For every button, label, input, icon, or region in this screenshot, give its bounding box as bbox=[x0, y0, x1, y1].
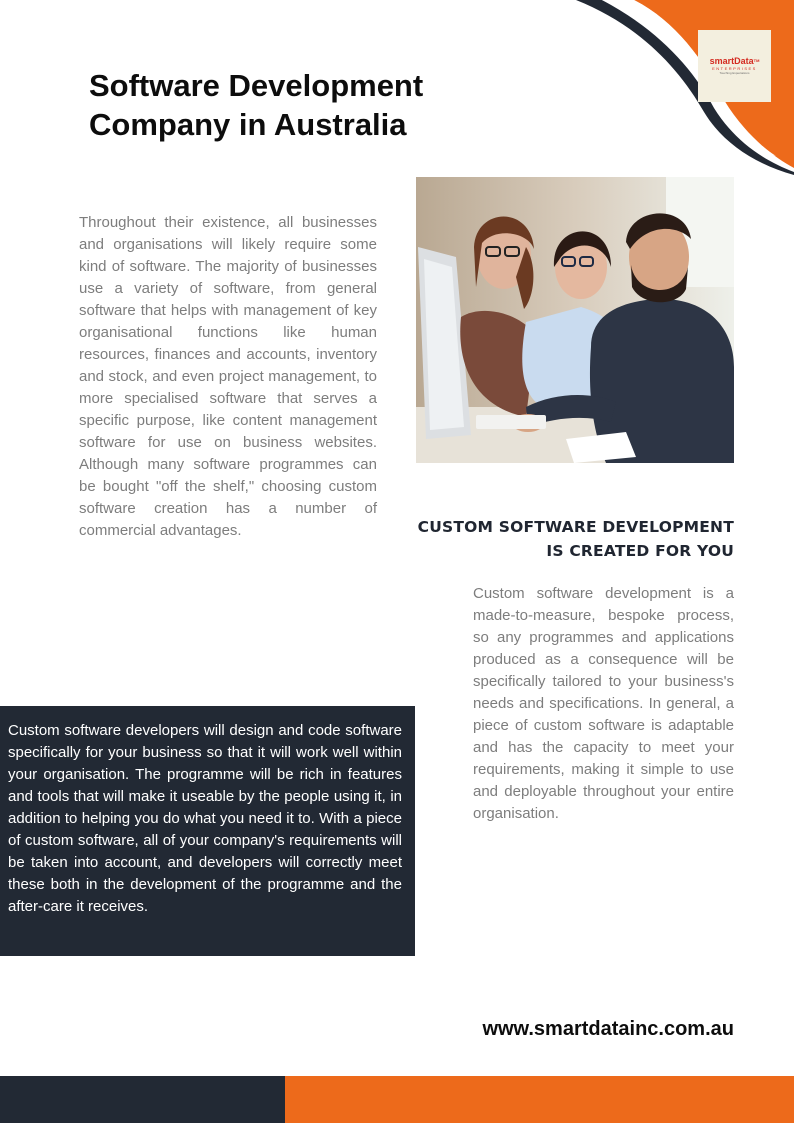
section-heading bbox=[405, 515, 734, 563]
custom-development-paragraph: Custom software development is a made-to-measure, bespoke process, so any programmes and applications produced as a consequence will be specifically tailored to your business's needs and specifications. In general, a piece of custom software is adaptable and has the capacity to meet your requirements, making it simple to use and deployable throughout your entire organisation. bbox=[473, 585, 734, 822]
section-heading-line-1: CUSTOM SOFTWARE DEVELOPMENT bbox=[417, 518, 734, 536]
dark-callout-text: Custom software developers will design and code software specifically for your business so that it will work well within your organisation. The programme will be rich in features and tools that will make it useable by the people using it, in addition to helping you do what you need it to. With a piece of custom software, all of your company's requirements will be taken into account, and developers will correctly meet these both in the development of the programme and the after-care it receives. bbox=[8, 722, 402, 915]
section-heading-line-2: IS CREATED FOR YOU bbox=[546, 542, 734, 560]
page-title-line-1: Software Development bbox=[89, 68, 424, 103]
footer-orange-bar bbox=[285, 1076, 794, 1123]
dark-callout-box bbox=[0, 706, 415, 956]
page-title bbox=[89, 66, 449, 144]
logo-trademark: TM bbox=[753, 58, 760, 63]
website-link[interactable]: www.smartdatainc.com.au bbox=[482, 1018, 734, 1040]
logo-subtitle: ENTERPRISES bbox=[712, 66, 757, 71]
logo-name: smartData™ bbox=[709, 56, 760, 66]
page-title-line-2: Company in Australia bbox=[89, 107, 407, 142]
team-photo bbox=[416, 177, 734, 463]
company-logo bbox=[698, 30, 771, 102]
footer-dark-bar bbox=[0, 1076, 285, 1123]
intro-paragraph: Throughout their existence, all businesses and organisations will likely require some kind of software. The majority of businesses use a variety of software, from general software that helps with management of key organisational functions like human resources, finances and accounts, inventory and stock, and even project management, to more specialised software that serves a specific purpose, like content management software for use on business websites. Although many software programmes can be bought "off the shelf," choosing custom software creation has a number of commercial advantages. bbox=[79, 214, 377, 539]
logo-tagline: Touching Expectations bbox=[719, 71, 750, 75]
